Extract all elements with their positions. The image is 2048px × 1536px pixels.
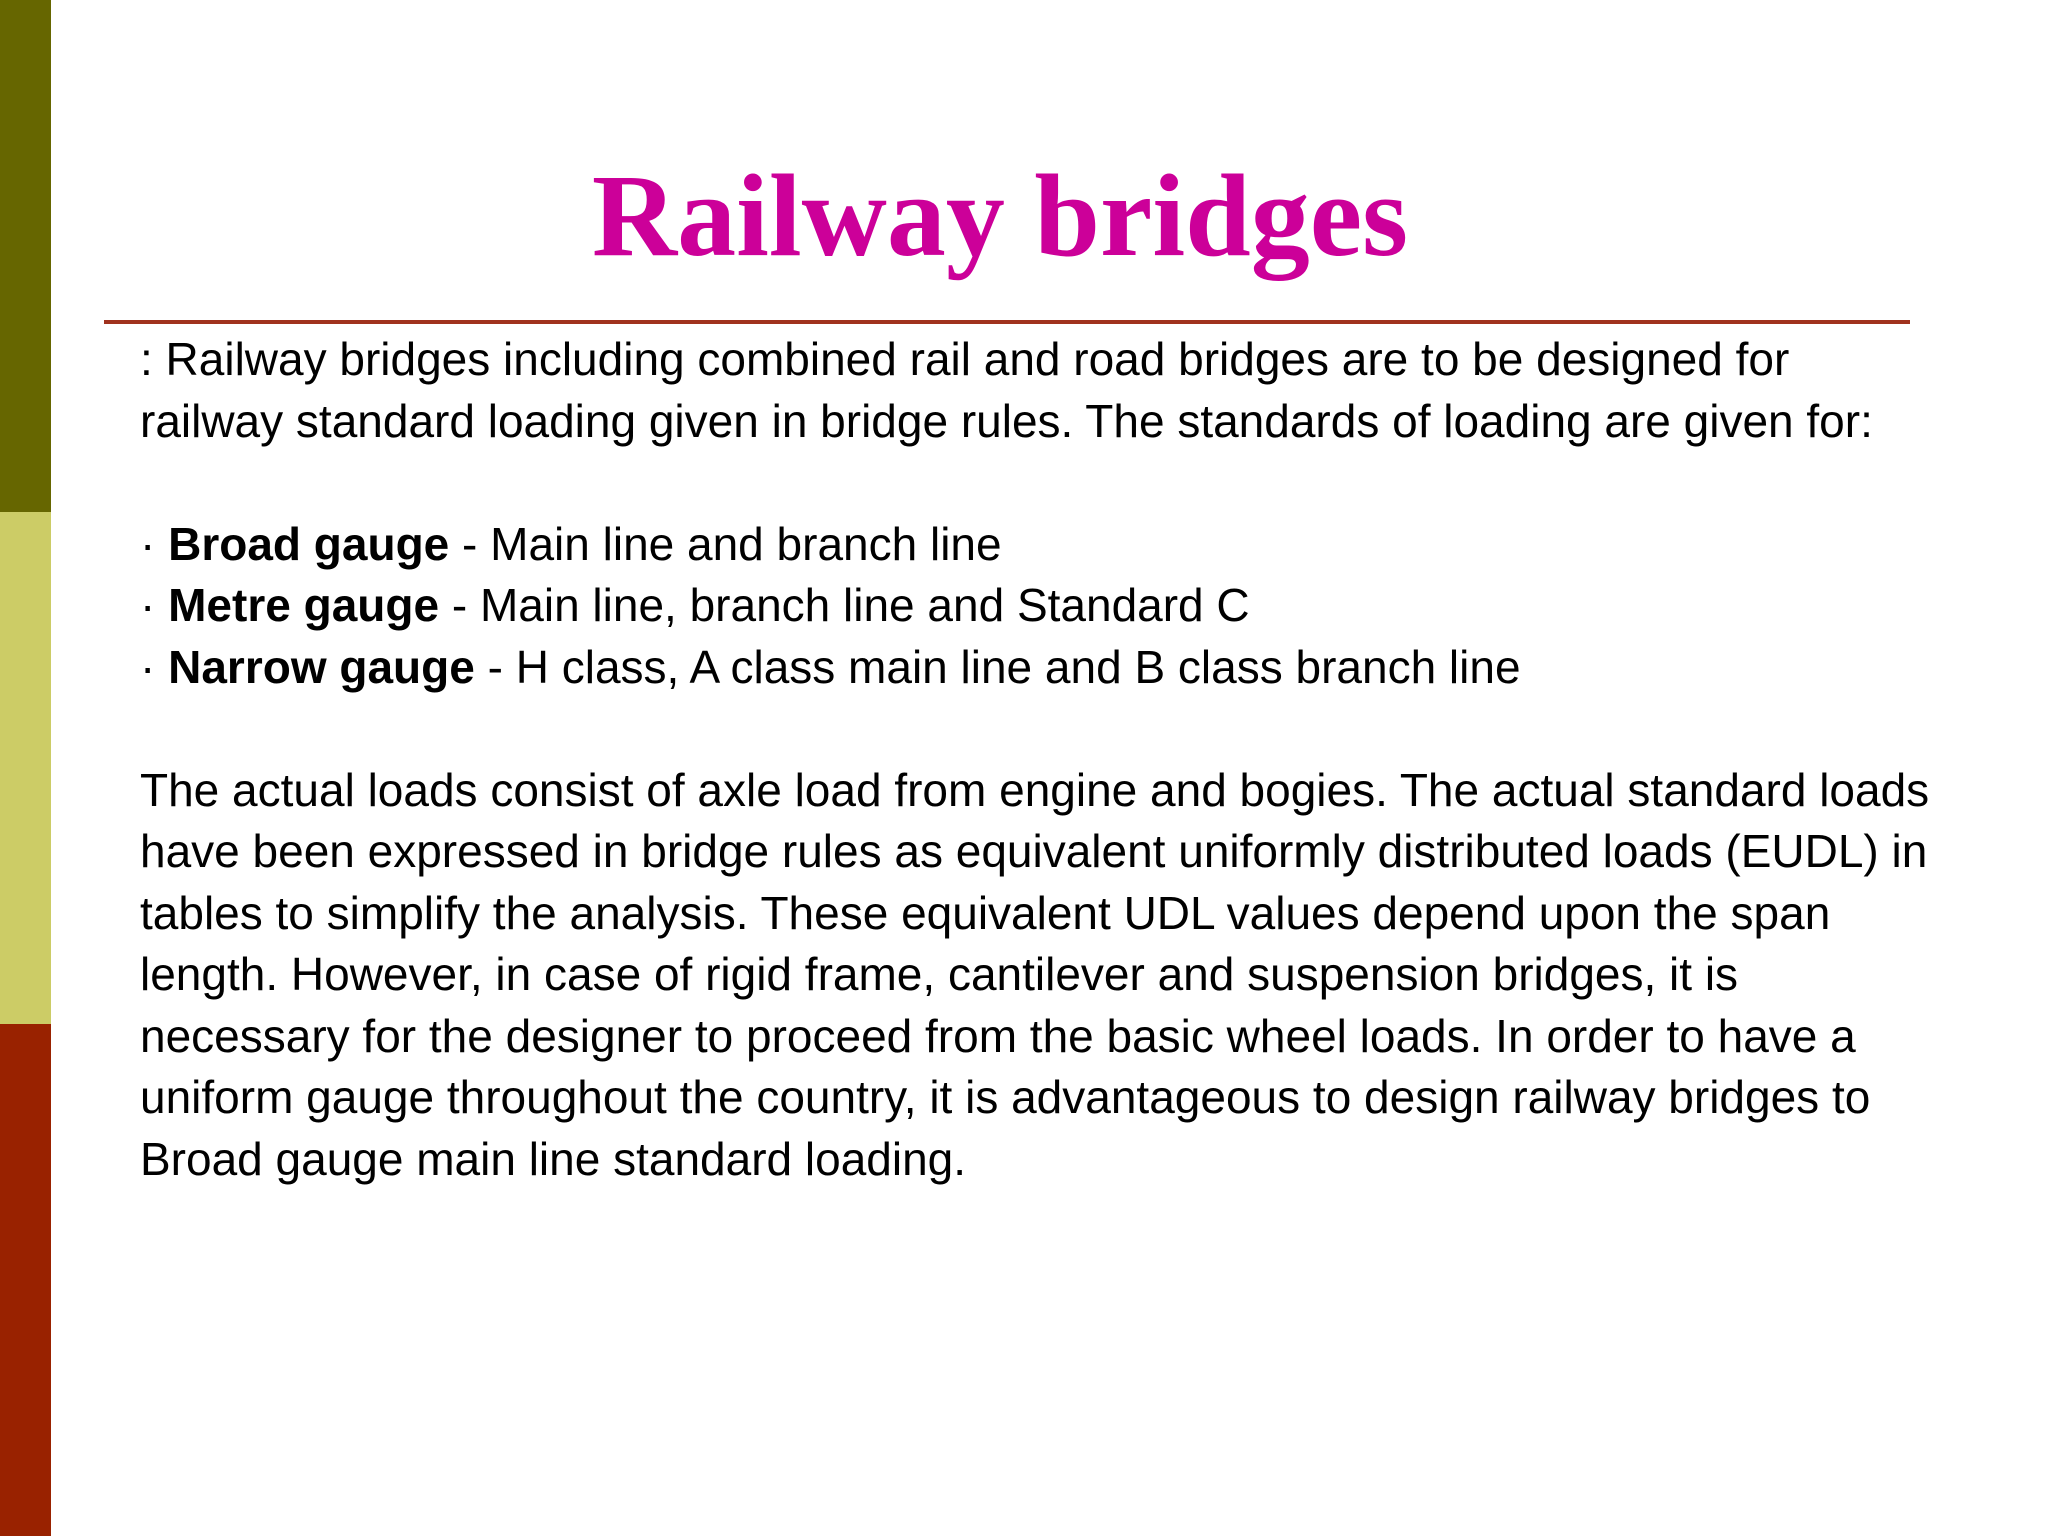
title-divider [104,320,1910,324]
bullet-term: Metre gauge [168,579,440,631]
slide-body [140,329,1940,1190]
sidebar-band-bottom [0,1024,51,1536]
slide-title: Railway bridges [591,150,1409,281]
bullet-marker: · [140,579,169,631]
spacer [140,452,1940,514]
bullet-term: Narrow gauge [168,640,475,693]
intro-paragraph: : Railway bridges including combined rail and road bridges are to be designed for railway standard loading given in bridge rules. The standards of loading are given for: [140,333,1873,447]
spacer [140,698,1940,760]
sidebar-band-middle [0,512,51,1024]
bullet-description: - H class, A class main line and B class branch line [474,640,1521,693]
loads-paragraph: The actual loads consist of axle load from engine and bogies. The actual standard loads have been expressed in bridge rules as equivalent uniformly distributed loads (EUDL) in tables to simplify the analysis. These equivalent UDL values depend upon the span length. However, in case of rigid frame, cantilever and suspension bridges, it is necessary for the designer to proceed from the basic wheel loads. In order to have a uniform gauge throughout the country, it is advantageous to design railway bridges to Broad gauge main line standard loading. [140,763,1930,1185]
bullet-narrow-gauge [140,637,1940,699]
bullet-description: - Main line and branch line [449,517,1002,570]
bullet-marker: · [140,517,169,570]
bullet-broad-gauge [140,514,1940,576]
bullet-metre-gauge [140,575,1940,637]
bullet-description: - Main line, branch line and Standard C [439,579,1250,631]
bullet-marker: · [140,640,169,693]
bullet-term: Broad gauge [168,517,450,570]
